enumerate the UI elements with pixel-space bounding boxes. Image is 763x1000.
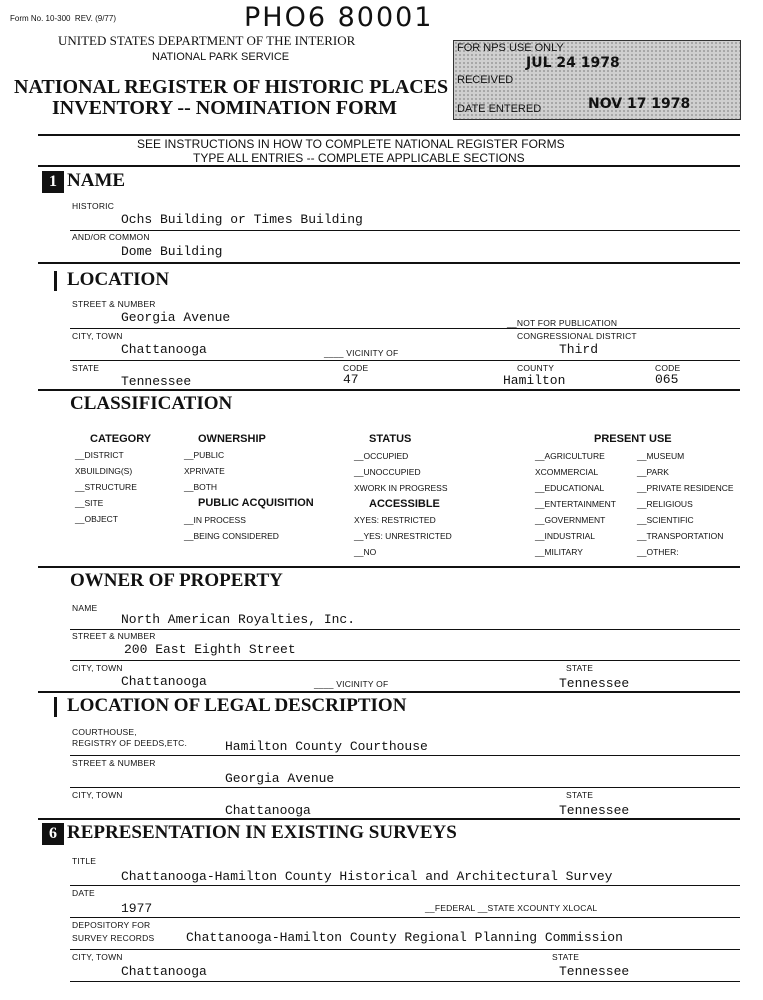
survey-date-label: DATE [72, 888, 95, 898]
survey-title-label: TITLE [72, 856, 97, 866]
survey-title-value: Chattanooga-Hamilton County Historical and Architectural Survey [121, 869, 613, 884]
checkbox-district[interactable]: __DISTRICT [75, 450, 124, 460]
location-heading: LOCATION [54, 269, 169, 291]
legal-state-value: Tennessee [559, 803, 630, 818]
present-use-header: PRESENT USE [594, 433, 672, 445]
accessible-list [354, 515, 452, 563]
checkbox-educational[interactable]: __EDUCATIONAL [535, 483, 605, 493]
location-state-label: STATE [72, 363, 100, 373]
checkbox-both[interactable]: __BOTH [184, 482, 218, 492]
historic-label: HISTORIC [72, 201, 115, 211]
location-city-label: CITY, TOWN [72, 331, 123, 341]
department: UNITED STATES DEPARTMENT OF THE INTERIOR [58, 33, 356, 48]
checkbox-scientific[interactable]: __SCIENTIFIC [637, 515, 694, 525]
status-list [354, 451, 448, 499]
checkbox-public[interactable]: __PUBLIC [184, 450, 225, 460]
legal-city-value: Chattanooga [225, 803, 311, 818]
common-value: Dome Building [121, 244, 223, 259]
county-code-label: CODE [655, 363, 681, 373]
present-use-col-2 [637, 451, 734, 563]
checkbox-yes-restricted[interactable]: XYES: RESTRICTED [354, 515, 436, 525]
form-number: Form No. 10-300 REV. (9/77) [10, 14, 116, 23]
courthouse-label-2: REGISTRY OF DEEDS,ETC. [72, 738, 188, 748]
checkbox-other[interactable]: __OTHER: [637, 547, 679, 557]
owner-street-label: STREET & NUMBER [72, 631, 156, 641]
location-city-value: Chattanooga [121, 342, 207, 357]
location-street-label: STREET & NUMBER [72, 299, 156, 309]
received-date: JUL 24 1978 [526, 55, 620, 71]
surveys-heading: 6 REPRESENTATION IN EXISTING SURVEYS [42, 822, 457, 845]
survey-date-value: 1977 [121, 901, 153, 916]
congressional-district-value: Third [559, 342, 599, 357]
name-heading: 1 NAME [42, 170, 125, 193]
legal-heading: LOCATION OF LEGAL DESCRIPTION [54, 695, 406, 717]
checkbox-private[interactable]: XPRIVATE [184, 466, 225, 476]
owner-city-label: CITY, TOWN [72, 663, 123, 673]
state-code-value: 47 [343, 372, 359, 387]
location-state-value: Tennessee [121, 374, 192, 389]
checkbox-museum[interactable]: __MUSEUM [637, 451, 685, 461]
depository-label-1: DEPOSITORY FOR [72, 920, 151, 930]
congressional-district-label: CONGRESSIONAL DISTRICT [517, 331, 637, 341]
accessible-header: ACCESSIBLE [369, 498, 440, 510]
survey-city-value: Chattanooga [121, 964, 207, 979]
acquisition-list [184, 515, 279, 547]
not-for-publication: __NOT FOR PUBLICATION [507, 318, 618, 328]
owner-state-value: Tennessee [559, 676, 630, 691]
checkbox-commercial[interactable]: XCOMMERCIAL [535, 467, 599, 477]
instructions-line-2: TYPE ALL ENTRIES -- COMPLETE APPLICABLE SECTIONS [193, 151, 525, 165]
county-code-value: 065 [655, 372, 679, 387]
category-header: CATEGORY [90, 433, 152, 445]
survey-levels: __FEDERAL __STATE XCOUNTY XLOCAL [425, 903, 598, 913]
courthouse-value: Hamilton County Courthouse [225, 739, 428, 754]
location-vicinity: ____ VICINITY OF [324, 348, 399, 358]
ownership-list [184, 450, 225, 498]
checkbox-structure[interactable]: __STRUCTURE [75, 482, 137, 492]
received-label: RECEIVED [457, 74, 514, 86]
owner-name-value: North American Royalties, Inc. [121, 612, 356, 627]
ownership-header: OWNERSHIP [198, 433, 266, 445]
checkbox-occupied[interactable]: __OCCUPIED [354, 451, 409, 461]
public-acquisition-header: PUBLIC ACQUISITION [198, 497, 314, 509]
owner-heading: OWNER OF PROPERTY [70, 570, 283, 591]
checkbox-object[interactable]: __OBJECT [75, 514, 118, 524]
legal-state-label: STATE [566, 790, 594, 800]
checkbox-park[interactable]: __PARK [637, 467, 669, 477]
survey-city-label: CITY, TOWN [72, 952, 123, 962]
location-street-value: Georgia Avenue [121, 310, 231, 325]
checkbox-no[interactable]: __NO [354, 547, 377, 557]
checkbox-government[interactable]: __GOVERNMENT [535, 515, 606, 525]
form-title-1: NATIONAL REGISTER OF HISTORIC PLACES [14, 76, 449, 98]
owner-name-label: NAME [72, 603, 98, 613]
checkbox-entertainment[interactable]: __ENTERTAINMENT [535, 499, 616, 509]
checkbox-site[interactable]: __SITE [75, 498, 104, 508]
legal-street-label: STREET & NUMBER [72, 758, 156, 768]
county-value: Hamilton [503, 373, 566, 388]
form-title-2: INVENTORY -- NOMINATION FORM [52, 97, 398, 119]
checkbox-in-process[interactable]: __IN PROCESS [184, 515, 246, 525]
survey-state-label: STATE [552, 952, 580, 962]
checkbox-transportation[interactable]: __TRANSPORTATION [637, 531, 724, 541]
owner-state-label: STATE [566, 663, 594, 673]
checkbox-military[interactable]: __MILITARY [535, 547, 583, 557]
status-header: STATUS [369, 433, 412, 445]
checkbox-work-in-progress[interactable]: XWORK IN PROGRESS [354, 483, 448, 493]
present-use-col-1 [535, 451, 616, 563]
checkbox-industrial[interactable]: __INDUSTRIAL [535, 531, 595, 541]
survey-state-value: Tennessee [559, 964, 630, 979]
checkbox-yes-unrestricted[interactable]: __YES: UNRESTRICTED [354, 531, 452, 541]
category-list [75, 450, 137, 530]
service: NATIONAL PARK SERVICE [152, 51, 290, 63]
date-entered-label: DATE ENTERED [457, 103, 542, 115]
owner-street-value: 200 East Eighth Street [124, 642, 296, 657]
handwritten-id: PHO6 80001 [244, 2, 434, 33]
common-label: AND/OR COMMON [72, 232, 150, 242]
state-code-label: CODE [343, 363, 369, 373]
historic-value: Ochs Building or Times Building [121, 212, 363, 227]
checkbox-being-considered[interactable]: __BEING CONSIDERED [184, 531, 279, 541]
nps-use-box [453, 40, 741, 120]
nps-use-label: FOR NPS USE ONLY [457, 42, 564, 54]
checkbox-religious[interactable]: __RELIGIOUS [637, 499, 693, 509]
owner-city-value: Chattanooga [121, 674, 207, 689]
classification-heading: CLASSIFICATION [70, 393, 233, 414]
depository-value: Chattanooga-Hamilton County Regional Planning Commission [186, 930, 623, 945]
instructions-line-1: SEE INSTRUCTIONS IN HOW TO COMPLETE NATIONAL REGISTER FORMS [137, 137, 565, 151]
legal-street-value: Georgia Avenue [225, 771, 335, 786]
legal-city-label: CITY, TOWN [72, 790, 123, 800]
checkbox-agriculture[interactable]: __AGRICULTURE [535, 451, 605, 461]
checkbox-buildings[interactable]: XBUILDING(S) [75, 466, 133, 476]
checkbox-unoccupied[interactable]: __UNOCCUPIED [354, 467, 421, 477]
owner-vicinity: ____ VICINITY OF [314, 679, 389, 689]
county-label: COUNTY [517, 363, 555, 373]
depository-label-2: SURVEY RECORDS [72, 933, 155, 943]
courthouse-label-1: COURTHOUSE, [72, 727, 137, 737]
date-entered-value: NOV 17 1978 [588, 96, 691, 112]
checkbox-private-residence[interactable]: __PRIVATE RESIDENCE [637, 483, 734, 493]
